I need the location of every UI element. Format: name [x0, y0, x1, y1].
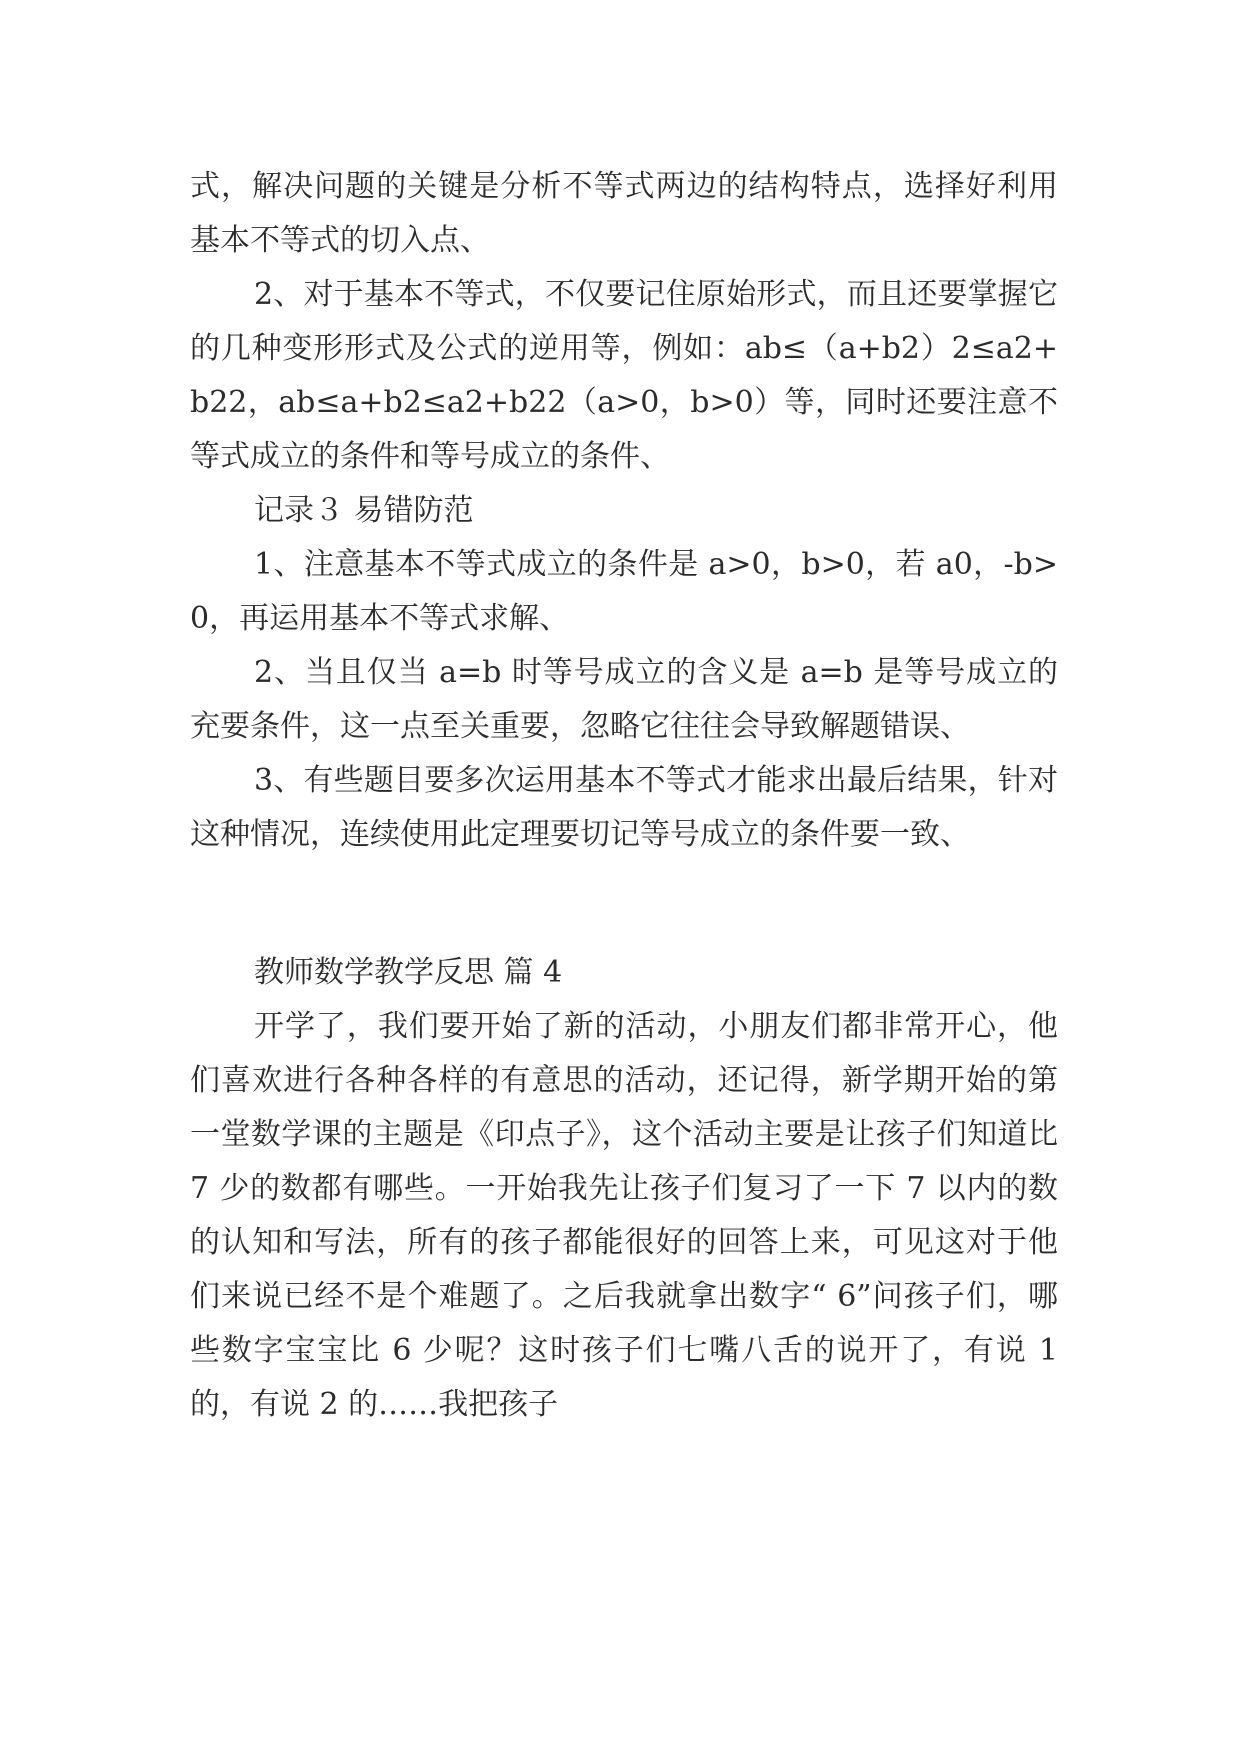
list-item-3: 3、有些题目要多次运用基本不等式才能求出最后结果，针对这种情况，连续使用此定理要切记等号成立的条件要一致、	[190, 763, 1058, 852]
paragraph-continuation: 式，解决问题的关键是分析不等式两边的结构特点，选择好利用基本不等式的切入点、	[190, 169, 1058, 258]
article-title: 教师数学教学反思 篇 4	[254, 955, 563, 990]
article-paragraph: 开学了，我们要开始了新的活动，小朋友们都非常开心，他们喜欢进行各种各样的有意思的活动，还记得，新学期开始的第一堂数学课的主题是《印点子》，这个活动主要是让孩子们知道比 7 少的数都有哪些。一开始我先让孩子们复习了一下 7 以内的数的认知和写法，所有的孩子都能很好的回答上来，可见这对于他们来说已经不是个难题了。之后我就拿出数字“ 6”问孩子们，哪些数字宝宝比 6 少呢？这时孩子们七嘴八舌的说开了，有说 1 的，有说 2 的……我把孩子	[190, 1009, 1058, 1422]
paragraph-variants: 2、对于基本不等式，不仅要记住原始形式，而且还要掌握它的几种变形形式及公式的逆用等，例如：ab≤（a+b2）2≤a2+b22，ab≤a+b2≤a2+b22（a>0，b>0）等，同时还要注意不等式成立的条件和等号成立的条件、	[190, 277, 1058, 474]
list-item-2: 2、当且仅当 a=b 时等号成立的含义是 a=b 是等号成立的充要条件，这一点至关重要，忽略它往往会导致解题错误、	[190, 655, 1058, 744]
document-body	[190, 160, 1058, 1432]
section-heading: 记录３ 易错防范	[254, 493, 474, 528]
list-item-1: 1、注意基本不等式成立的条件是 a>0，b>0，若 a0，-b>0，再运用基本不等式求解、	[190, 547, 1058, 636]
section-spacer	[190, 862, 1058, 946]
